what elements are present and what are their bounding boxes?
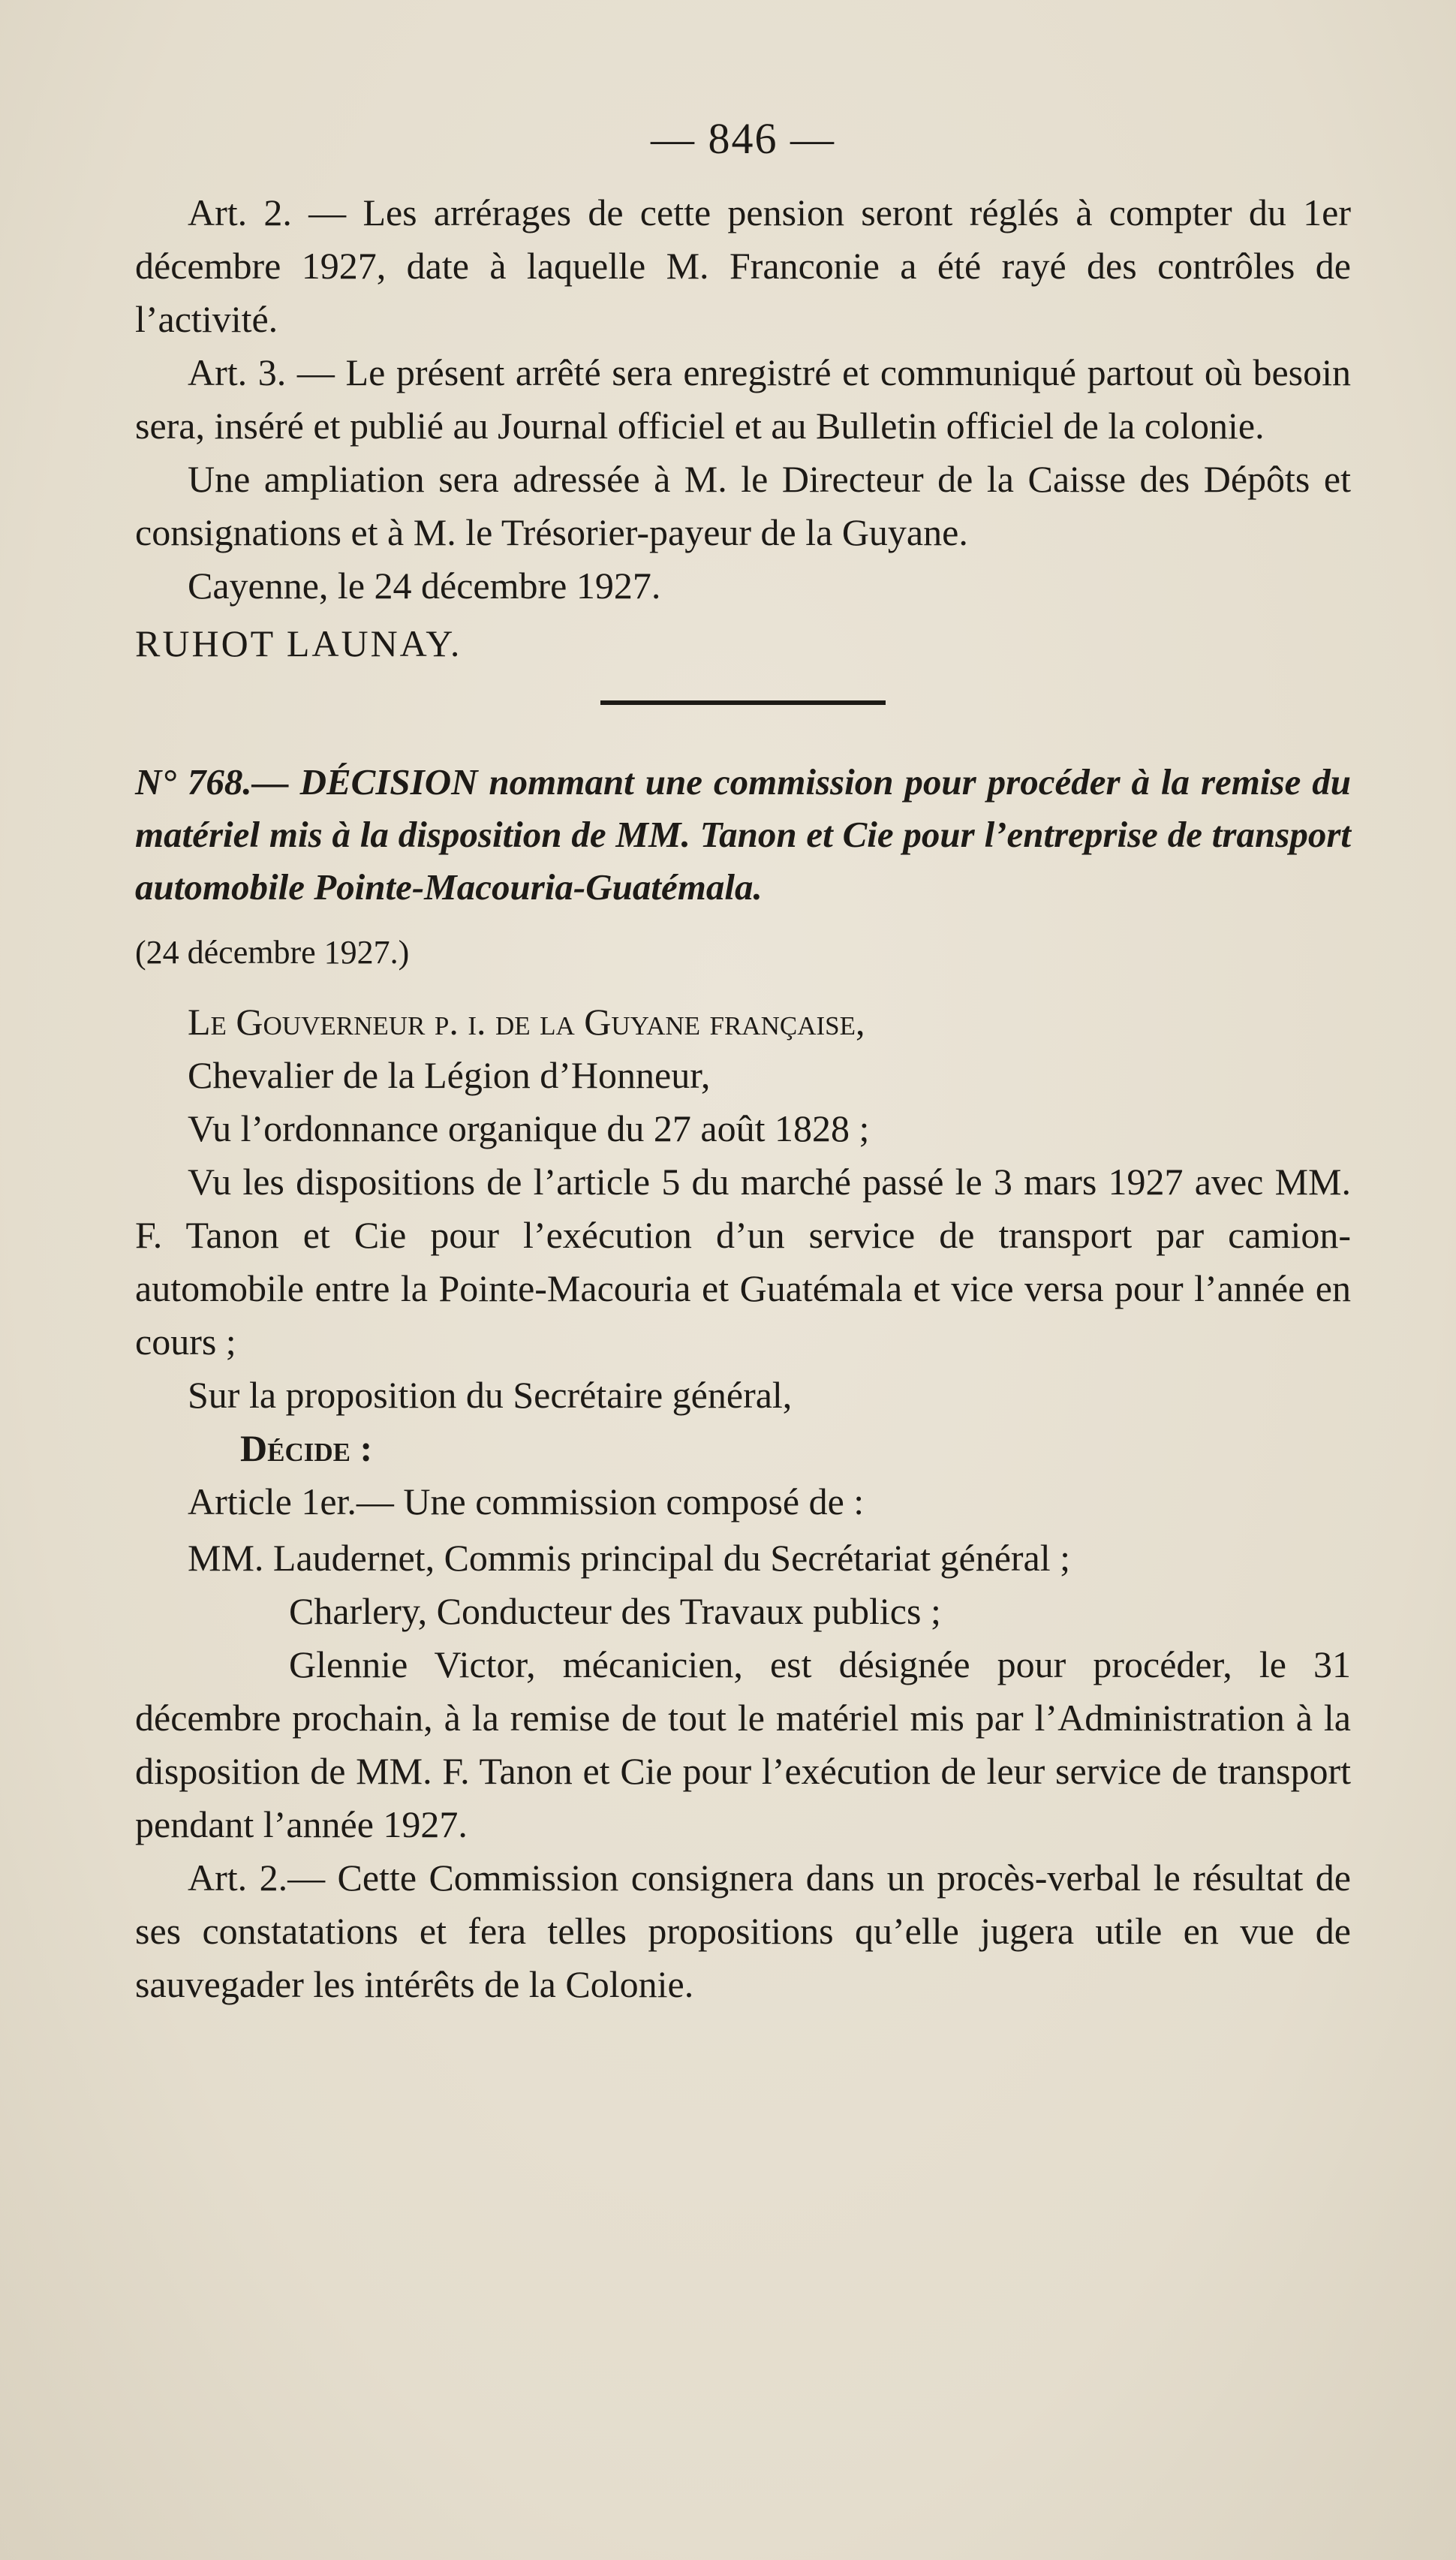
commission-member-glennie: Glennie Victor, mécanicien, est désignée pour procéder, le 31 décembre prochain, à la remise de tout le matériel mis par l’Administration à la disposition de MM. F. Tanon et Cie pour l’exécution de leur service de transport pendant l’année 1927. bbox=[135, 1643, 1351, 1845]
place-date-line: Cayenne, le 24 décembre 1927. bbox=[188, 565, 661, 607]
page-number: — 846 — bbox=[651, 114, 835, 163]
signature: RUHOT LAUNAY. bbox=[135, 622, 462, 664]
gouverneur-line: Le Gouverneur p. i. de la Guyane française, bbox=[188, 1001, 865, 1043]
commission-member-charlery: Charlery, Conducteur des Travaux publics ; bbox=[289, 1590, 941, 1632]
decision-title: N° 768.— DÉCISION nommant une commission pour procéder à la remise du matériel mis à la disposition de MM. Tanon et Cie pour l’entreprise de transport automobile Pointe-Macouria-Guatémala. bbox=[135, 761, 1351, 908]
ampliation-paragraph: Une ampliation sera adressée à M. le Directeur de la Caisse des Dépôts et consignations et à M. le Trésorier-payeur de la Guyane. bbox=[135, 458, 1351, 553]
chevalier-line: Chevalier de la Légion d’Honneur, bbox=[188, 1054, 711, 1096]
page-content bbox=[135, 113, 1351, 2011]
section-divider bbox=[600, 700, 886, 705]
commission-member-laudernet: MM. Laudernet, Commis principal du Secrétariat général ; bbox=[188, 1537, 1071, 1579]
article-3-paragraph: Art. 3. — Le présent arrêté sera enregistré et communiqué partout où besoin sera, inséré et publié au Journal officiel et au Bulletin officiel de la colonie. bbox=[135, 351, 1351, 447]
vu-dispositions: Vu les dispositions de l’article 5 du marché passé le 3 mars 1927 avec MM. F. Tanon et Cie pour l’exécution d’un service de transport par camion-automobile entre la Pointe-Macouria et Guatémala et vice versa pour l’année en cours ; bbox=[135, 1161, 1351, 1363]
article-1-line: Article 1er.— Une commission composé de : bbox=[188, 1480, 865, 1522]
vu-ordonnance: Vu l’ordonnance organique du 27 août 1828 ; bbox=[188, 1107, 870, 1149]
article-2-final: Art. 2.— Cette Commission consignera dans un procès-verbal le résultat de ses constatations et fera telles propositions qu’elle jugera utile en vue de sauvegader les intérêts de la Colonie. bbox=[135, 1857, 1351, 2005]
sur-proposition: Sur la proposition du Secrétaire général, bbox=[188, 1374, 793, 1416]
article-2-paragraph: Art. 2. — Les arrérages de cette pension seront réglés à compter du 1er décembre 1927, date à laquelle M. Franconie a été rayé des contrôles de l’activité. bbox=[135, 191, 1351, 340]
decision-date: (24 décembre 1927.) bbox=[135, 934, 410, 971]
decide-heading: Décide : bbox=[240, 1427, 373, 1469]
